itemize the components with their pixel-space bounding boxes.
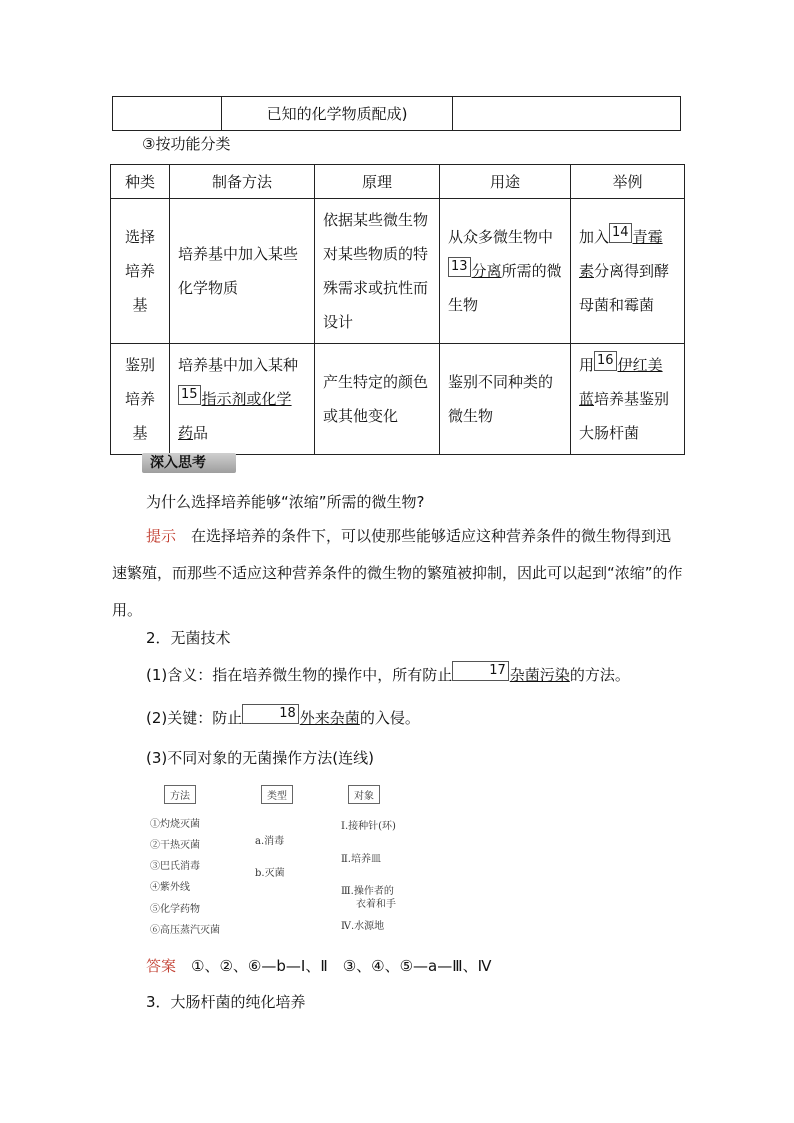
diagram-header-type: 类型 [261,785,293,804]
item-title: (3)不同对象的无菌操作方法(连线) [146,749,374,767]
blank-number: 14 [609,223,632,243]
cell-kind: 选择培养基 [111,199,170,344]
key-line: (2)关键：防止 18 外来杂菌的入侵。 [146,706,420,727]
hint-paragraph [112,518,684,629]
cell-use: 从众多微生物中13 分离所需的微生物 [440,199,571,344]
section-title: 3．大肠杆菌的纯化培养 [146,993,306,1011]
cell-use: 鉴别不同种类的微生物 [440,344,571,455]
blank-number: 15 [178,385,201,405]
method-item: ③巴氏消毒 [150,861,200,872]
type-item: b.灭菌 [255,868,285,879]
cell-principle: 产生特定的颜色或其他变化 [315,344,440,455]
blank-number: 13 [448,257,471,277]
diagram-header-object: 对象 [348,785,380,804]
table-row [111,199,685,344]
matching-diagram [140,783,440,943]
top-table-fragment [112,96,681,131]
blank-number: 16 [594,351,617,371]
fill-answer: 杂菌污染 [509,666,570,684]
type-item: a.消毒 [255,836,285,847]
method-item: ④紫外线 [150,882,190,893]
section-title: ③按功能分类 [142,135,231,153]
hint-label: 提示 [146,527,177,545]
fill-answer: 指示剂或化学药 [178,390,292,442]
blank-number: 18 [242,704,299,724]
table-cell-empty [113,97,222,131]
answer-label: 答案 [146,957,177,975]
object-item: 衣着和手 [356,899,396,910]
blank-number: 17 [452,661,509,681]
cell-kind: 鉴别培养基 [111,344,170,455]
fill-answer: 青霉素 [579,228,663,280]
header-example: 举例 [571,165,685,199]
method-item: ②干热灭菌 [150,840,200,851]
cell-method: 培养基中加入某些化学物质 [170,199,315,344]
definition-line: (1)含义：指在培养微生物的操作中，所有防止 17 杂菌污染的方法。 [146,663,630,684]
header-method: 制备方法 [170,165,315,199]
answer-text: ①、②、⑥—b—Ⅰ、Ⅱ ③、④、⑤—a—Ⅲ、Ⅳ [191,957,492,975]
table-cell-empty [453,97,681,131]
header-use: 用途 [440,165,571,199]
object-item: Ⅰ.接种针(环) [341,821,396,832]
object-item: Ⅱ.培养皿 [341,854,381,865]
fill-answer: 外来杂菌 [299,709,360,727]
cell-example: 加入 14 青霉素分离得到酵母菌和霉菌 [571,199,685,344]
question-text: 为什么选择培养能够“浓缩”所需的微生物? [146,493,425,511]
answer-line [112,948,684,984]
hint-text: 在选择培养的条件下，可以使那些能够适应这种营养条件的微生物得到迅速繁殖，而那些不适应这种营养条件的微生物的繁殖被抑制，因此可以起到“浓缩”的作用。 [112,527,683,619]
section-banner: 深入思考 [142,453,236,473]
cell-example: 用 16 伊红美蓝培养基鉴别大肠杆菌 [571,344,685,455]
method-item: ①灼烧灭菌 [150,819,200,830]
fill-answer: 分离 [471,262,502,280]
table-header-row [111,165,685,199]
object-item: Ⅲ.操作者的 [341,886,394,897]
section-title: 2．无菌技术 [146,629,231,647]
method-item: ⑥高压蒸汽灭菌 [150,925,220,936]
header-kind: 种类 [111,165,170,199]
header-principle: 原理 [315,165,440,199]
table-row [111,344,685,455]
method-item: ⑤化学药物 [150,904,200,915]
fill-answer: 伊红美蓝 [579,356,663,408]
cell-principle: 依据某些微生物对某些物质的特殊需求或抗性而设计 [315,199,440,344]
table-cell: 已知的化学物质配成) [222,97,453,131]
object-item: Ⅳ.水源地 [341,921,385,932]
cell-method: 培养基中加入某种15 指示剂或化学药品 [170,344,315,455]
diagram-header-method: 方法 [164,785,196,804]
function-classification-table [110,164,685,455]
